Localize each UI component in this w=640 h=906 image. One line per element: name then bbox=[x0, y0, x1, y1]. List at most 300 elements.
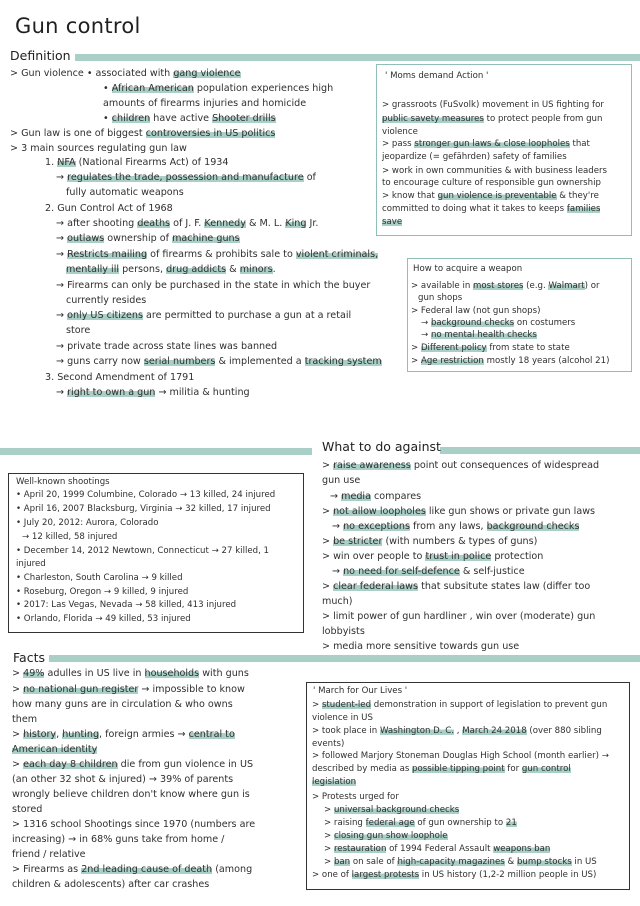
text: 3. Second Amendment of 1791 bbox=[45, 372, 195, 383]
text: > win over people to bbox=[322, 551, 426, 562]
text: (an other 32 shot & injured) → 39% of parents bbox=[12, 774, 234, 785]
definition-line bbox=[56, 172, 316, 183]
highlighted-text: families bbox=[566, 204, 601, 214]
text: > bbox=[12, 729, 24, 740]
text: on sale of bbox=[350, 857, 398, 867]
todo-line bbox=[330, 491, 421, 502]
march-line bbox=[312, 713, 373, 723]
text: & they're bbox=[556, 191, 599, 201]
highlighted-text: background checks bbox=[430, 318, 515, 328]
text: of J. F. bbox=[170, 218, 205, 229]
march-line bbox=[324, 844, 550, 854]
text: → bbox=[421, 330, 431, 340]
text: (with numbers & types of guns) bbox=[382, 536, 538, 547]
text: ) or bbox=[584, 281, 600, 291]
march-box-title: ' March for Our Lives ' bbox=[313, 686, 408, 696]
highlighted-text: gang violence bbox=[173, 68, 241, 79]
march-line bbox=[324, 805, 459, 815]
definition-line bbox=[10, 143, 187, 154]
highlighted-text: 21 bbox=[505, 818, 517, 828]
highlighted-text: be stricter bbox=[333, 536, 383, 547]
text: increasing) → in 68% guns take from home / bbox=[12, 834, 225, 845]
text: → bbox=[332, 566, 344, 577]
moms-line bbox=[382, 127, 418, 137]
march-line bbox=[312, 751, 609, 761]
todo-heading: What to do against bbox=[322, 439, 441, 454]
definition-line bbox=[56, 387, 250, 398]
highlighted-text: Walmart bbox=[548, 281, 585, 291]
text: > Federal law (not gun shops) bbox=[411, 306, 541, 316]
text: > bbox=[12, 684, 24, 695]
todo-line bbox=[322, 551, 543, 562]
text: for bbox=[504, 764, 522, 774]
definition-line bbox=[56, 341, 277, 352]
march-line bbox=[312, 700, 607, 710]
definition-line bbox=[56, 356, 382, 367]
text: > 3 main sources regulating gun law bbox=[10, 143, 187, 154]
definition-line bbox=[56, 233, 240, 244]
highlighted-text: universal background checks bbox=[333, 805, 460, 815]
highlighted-text: public savety measures bbox=[382, 114, 484, 124]
highlighted-text: King bbox=[285, 218, 307, 229]
highlighted-text: violent criminals, bbox=[295, 249, 379, 260]
text: • Roseburg, Oregon → 9 killed, 9 injured bbox=[16, 587, 189, 597]
highlighted-text: restauration bbox=[333, 844, 387, 854]
march-line bbox=[312, 726, 602, 736]
text: • Orlando, Florida → 49 killed, 53 injured bbox=[16, 614, 191, 624]
highlighted-text: not allow loopholes bbox=[333, 506, 426, 517]
text: in US bbox=[571, 857, 597, 867]
text: > 1316 school Shootings since 1970 (numbers are bbox=[12, 819, 256, 830]
facts-line bbox=[12, 789, 250, 800]
facts-line bbox=[12, 759, 253, 770]
text: injured bbox=[16, 559, 46, 569]
text: > Firearms as bbox=[12, 864, 82, 875]
moms-line bbox=[382, 217, 402, 227]
text: → bbox=[421, 318, 431, 328]
highlighted-text: save bbox=[382, 217, 403, 227]
highlighted-text: gun control bbox=[521, 764, 571, 774]
highlighted-text: only US citizens bbox=[67, 310, 143, 321]
highlighted-text: each day 8 children bbox=[23, 759, 118, 770]
text: > bbox=[324, 844, 334, 854]
text: store bbox=[66, 325, 91, 336]
text: , foreign armies → bbox=[99, 729, 189, 740]
highlighted-text: children bbox=[111, 113, 151, 124]
facts-line bbox=[12, 668, 249, 679]
text: • April 20, 1999 Columbine, Colorado → 13 killed, 24 injured bbox=[16, 490, 276, 500]
text: > followed Marjory Stoneman Douglas High School (month earlier) → bbox=[312, 751, 609, 761]
shooting-line bbox=[22, 532, 117, 542]
moms-line bbox=[382, 114, 602, 124]
text: (over 880 sibling bbox=[526, 726, 602, 736]
definition-line bbox=[56, 280, 370, 291]
text: , bbox=[454, 726, 463, 736]
text: from any laws, bbox=[409, 521, 487, 532]
acquire-box-title: How to acquire a weapon bbox=[413, 264, 523, 274]
shooting-line bbox=[16, 490, 275, 500]
text: that subsitute states law (differ too bbox=[418, 581, 591, 592]
text: currently resides bbox=[66, 295, 147, 306]
definition-line bbox=[45, 372, 194, 383]
highlighted-text: no national gun register bbox=[23, 684, 139, 695]
text: jeopardize (= gefährden) safety of families bbox=[382, 152, 567, 162]
text: point out consequences of widespread bbox=[410, 460, 600, 471]
highlighted-text: serial numbers bbox=[143, 356, 216, 367]
text: 1. bbox=[45, 157, 58, 168]
text: > raising bbox=[324, 818, 366, 828]
highlighted-text: Different policy bbox=[420, 343, 487, 353]
middle-bar-right bbox=[440, 447, 640, 454]
shooting-line bbox=[16, 559, 46, 569]
text: of firearms & prohibits sale to bbox=[147, 249, 296, 260]
highlighted-text: tracking system bbox=[304, 356, 382, 367]
text: > bbox=[322, 581, 334, 592]
text: • bbox=[103, 83, 112, 94]
text: > bbox=[12, 668, 24, 679]
moms-line bbox=[382, 204, 600, 214]
text: on costumers bbox=[514, 318, 576, 328]
text: (National Firearms Act) of 1934 bbox=[75, 157, 229, 168]
text: wrongly believe children don't know where gun is bbox=[12, 789, 250, 800]
highlighted-text: regulates the trade, possession and manufacture bbox=[67, 172, 304, 183]
text: > Gun law is one of biggest bbox=[10, 128, 146, 139]
text: ownership of bbox=[104, 233, 173, 244]
facts-line bbox=[12, 699, 233, 710]
acquire-line bbox=[421, 330, 537, 340]
facts-line bbox=[12, 879, 209, 890]
moms-line bbox=[382, 100, 604, 110]
text: > available in bbox=[411, 281, 474, 291]
highlighted-text: federal age bbox=[365, 818, 415, 828]
shooting-line bbox=[16, 546, 269, 556]
highlighted-text: 2nd leading cause of death bbox=[81, 864, 213, 875]
text: (e.g. bbox=[523, 281, 549, 291]
highlighted-text: American identity bbox=[12, 744, 98, 755]
text: > grassroots (FuSvolk) movement in US fighting for bbox=[382, 100, 604, 110]
highlighted-text: Washington D. C. bbox=[379, 726, 454, 736]
march-line bbox=[324, 818, 517, 828]
text: & M. L. bbox=[245, 218, 286, 229]
facts-line bbox=[12, 819, 255, 830]
highlighted-text: closing gun show loophole bbox=[333, 831, 448, 841]
text: > Gun violence • associated with bbox=[10, 68, 174, 79]
shooting-line bbox=[16, 504, 271, 514]
todo-line bbox=[322, 626, 365, 637]
definition-line bbox=[56, 218, 318, 229]
text: > bbox=[324, 805, 334, 815]
text: > bbox=[312, 700, 322, 710]
text: → bbox=[332, 521, 344, 532]
text: gun use bbox=[322, 475, 361, 486]
text: persons, bbox=[119, 264, 167, 275]
text: mostly 18 years (alcohol 21) bbox=[483, 356, 610, 366]
todo-line bbox=[322, 475, 360, 486]
text: amounts of firearms injuries and homicide bbox=[103, 98, 307, 109]
highlighted-text: background checks bbox=[486, 521, 580, 532]
highlighted-text: trust in police bbox=[425, 551, 492, 562]
text: • 2017: Las Vegas, Nevada → 58 killed, 413 injured bbox=[16, 600, 237, 610]
highlighted-text: Age restriction bbox=[420, 356, 484, 366]
march-line bbox=[312, 870, 596, 880]
highlighted-text: weapons ban bbox=[493, 844, 551, 854]
text: adulles in US live in bbox=[44, 668, 145, 679]
text: . bbox=[272, 264, 276, 275]
definition-line bbox=[45, 203, 173, 214]
facts-line bbox=[12, 744, 97, 755]
acquire-line bbox=[411, 356, 609, 366]
highlighted-text: no exceptions bbox=[343, 521, 410, 532]
definition-line bbox=[10, 68, 241, 79]
todo-line bbox=[322, 506, 595, 517]
todo-line bbox=[332, 521, 579, 532]
highlighted-text: history bbox=[23, 729, 57, 740]
moms-line bbox=[382, 152, 567, 162]
text: friend / relative bbox=[12, 849, 86, 860]
text: have active bbox=[150, 113, 213, 124]
text: to encourage culture of responsible gun ownership bbox=[382, 178, 601, 188]
todo-line bbox=[322, 460, 599, 471]
text: & bbox=[226, 264, 240, 275]
text: • July 20, 2012: Aurora, Colorado bbox=[16, 518, 159, 528]
definition-heading: Definition bbox=[10, 48, 75, 63]
text: → after shooting bbox=[56, 218, 138, 229]
text: 2. Gun Control Act of 1968 bbox=[45, 203, 173, 214]
text: • Charleston, South Carolina → 9 killed bbox=[16, 573, 183, 583]
text: • bbox=[103, 113, 112, 124]
text: & bbox=[504, 857, 517, 867]
text: > media more sensitive towards gun use bbox=[322, 641, 520, 652]
highlighted-text: clear federal laws bbox=[333, 581, 419, 592]
definition-bar bbox=[60, 54, 640, 61]
text: → bbox=[56, 387, 68, 398]
highlighted-text: hunting bbox=[62, 729, 100, 740]
highlighted-text: mentally ill bbox=[66, 264, 120, 275]
moms-line bbox=[382, 166, 607, 176]
text: committed to doing what it takes to keeps bbox=[382, 204, 567, 214]
todo-line bbox=[322, 641, 519, 652]
todo-line bbox=[322, 611, 595, 622]
moms-line bbox=[382, 178, 601, 188]
highlighted-text: gun violence is preventable bbox=[437, 191, 557, 201]
text: protection bbox=[491, 551, 544, 562]
highlighted-text: Shooter drills bbox=[212, 113, 276, 124]
text: how many guns are in circulation & who owns bbox=[12, 699, 233, 710]
text: > limit power of gun hardliner , win over (moderate) gun bbox=[322, 611, 596, 622]
highlighted-text: NFA bbox=[57, 157, 76, 168]
definition-line bbox=[66, 187, 184, 198]
shooting-line bbox=[16, 614, 191, 624]
text: > work in own communities & with business leaders bbox=[382, 166, 608, 176]
moms-line bbox=[382, 191, 599, 201]
definition-line bbox=[66, 264, 276, 275]
text: children & adolescents) after car crashes bbox=[12, 879, 210, 890]
facts-line bbox=[12, 849, 86, 860]
text: to protect people from gun bbox=[483, 114, 603, 124]
march-line bbox=[324, 857, 597, 867]
shooting-line bbox=[16, 518, 159, 528]
text: > know that bbox=[382, 191, 438, 201]
highlighted-text: households bbox=[144, 668, 200, 679]
text: > bbox=[324, 831, 334, 841]
todo-line bbox=[322, 596, 353, 607]
text: > one of bbox=[312, 870, 352, 880]
text: • December 14, 2012 Newtown, Connecticut → 27 killed, 1 bbox=[16, 546, 270, 556]
facts-line bbox=[12, 729, 235, 740]
text: die from gun violence in US bbox=[117, 759, 254, 770]
highlighted-text: drug addicts bbox=[166, 264, 227, 275]
text: > Protests urged for bbox=[312, 792, 399, 802]
highlighted-text: deaths bbox=[137, 218, 171, 229]
text: from state to state bbox=[486, 343, 570, 353]
text: much) bbox=[322, 596, 353, 607]
definition-line bbox=[103, 113, 276, 124]
march-line bbox=[312, 792, 399, 802]
text: violence in US bbox=[312, 713, 373, 723]
text: → guns carry now bbox=[56, 356, 144, 367]
text: compares bbox=[370, 491, 422, 502]
highlighted-text: stronger gun laws & close loopholes bbox=[414, 139, 570, 149]
facts-heading: Facts bbox=[13, 650, 49, 665]
highlighted-text: possible tipping point bbox=[412, 764, 505, 774]
march-line bbox=[312, 777, 356, 787]
text: of gun ownership to bbox=[414, 818, 506, 828]
text: & self-justice bbox=[459, 566, 525, 577]
definition-line bbox=[103, 83, 333, 94]
text: demonstration in support of legislation to prevent gun bbox=[371, 700, 608, 710]
text: of bbox=[303, 172, 316, 183]
acquire-line bbox=[421, 318, 575, 328]
text: violence bbox=[382, 127, 418, 137]
highlighted-text: Kennedy bbox=[204, 218, 246, 229]
text: → Firearms can only be purchased in the state in which the buyer bbox=[56, 280, 371, 291]
highlighted-text: high-capacity magazines bbox=[397, 857, 505, 867]
text: events) bbox=[312, 739, 345, 749]
shooting-line bbox=[16, 573, 183, 583]
highlighted-text: right to own a gun bbox=[67, 387, 156, 398]
text: > bbox=[322, 460, 334, 471]
text: > took place in bbox=[312, 726, 380, 736]
text: > bbox=[322, 506, 334, 517]
facts-bar bbox=[48, 655, 640, 662]
text: > pass bbox=[382, 139, 415, 149]
text: (among bbox=[212, 864, 253, 875]
todo-line bbox=[332, 566, 525, 577]
facts-line bbox=[12, 864, 252, 875]
text: , bbox=[56, 729, 63, 740]
highlighted-text: largest protests bbox=[351, 870, 420, 880]
highlighted-text: March 24 2018 bbox=[462, 726, 527, 736]
definition-line bbox=[45, 157, 229, 168]
definition-line bbox=[103, 98, 306, 109]
acquire-line bbox=[411, 306, 540, 316]
highlighted-text: ban bbox=[333, 857, 351, 867]
facts-line bbox=[12, 714, 37, 725]
highlighted-text: no mental health checks bbox=[430, 330, 537, 340]
text: > bbox=[322, 536, 334, 547]
acquire-line bbox=[418, 293, 462, 303]
shootings-box-title: Well-known shootings bbox=[16, 477, 110, 487]
text: are permitted to purchase a gun at a retail bbox=[142, 310, 352, 321]
definition-line bbox=[56, 310, 351, 321]
text: Jr. bbox=[306, 218, 319, 229]
moms-line bbox=[382, 139, 590, 149]
todo-line bbox=[322, 581, 590, 592]
text: → bbox=[56, 233, 68, 244]
text: > bbox=[12, 759, 24, 770]
text: that bbox=[569, 139, 590, 149]
facts-line bbox=[12, 834, 224, 845]
text: gun shops bbox=[418, 293, 463, 303]
facts-line bbox=[12, 804, 42, 815]
text: > bbox=[324, 857, 334, 867]
text: → 12 killed, 58 injured bbox=[22, 532, 118, 542]
definition-line bbox=[56, 249, 378, 260]
text: of 1994 Federal Assault bbox=[386, 844, 494, 854]
march-line bbox=[312, 764, 571, 774]
text: like gun shows or private gun laws bbox=[425, 506, 596, 517]
acquire-line bbox=[411, 343, 570, 353]
middle-bar-left bbox=[0, 448, 312, 455]
highlighted-text: legislation bbox=[312, 777, 357, 787]
definition-line bbox=[66, 325, 90, 336]
text: → bbox=[56, 172, 68, 183]
highlighted-text: African American bbox=[111, 83, 194, 94]
text: & implemented a bbox=[215, 356, 305, 367]
highlighted-text: bump stocks bbox=[516, 857, 572, 867]
highlighted-text: outlaws bbox=[67, 233, 105, 244]
text: → bbox=[56, 249, 68, 260]
highlighted-text: most stores bbox=[473, 281, 524, 291]
facts-line bbox=[12, 684, 245, 695]
definition-line bbox=[66, 295, 146, 306]
text: > bbox=[411, 356, 421, 366]
acquire-line bbox=[411, 281, 600, 291]
todo-line bbox=[322, 536, 537, 547]
text: fully automatic weapons bbox=[66, 187, 184, 198]
highlighted-text: student-led bbox=[321, 700, 372, 710]
highlighted-text: central to bbox=[188, 729, 235, 740]
text: with guns bbox=[199, 668, 249, 679]
highlighted-text: no need for self-defence bbox=[343, 566, 460, 577]
highlighted-text: raise awareness bbox=[333, 460, 411, 471]
march-line bbox=[312, 739, 344, 749]
text: them bbox=[12, 714, 38, 725]
highlighted-text: Restricts mailing bbox=[67, 249, 148, 260]
shooting-line bbox=[16, 587, 188, 597]
text: → bbox=[330, 491, 342, 502]
text: → impossible to know bbox=[138, 684, 245, 695]
text: lobbyists bbox=[322, 626, 365, 637]
shooting-line bbox=[16, 600, 236, 610]
definition-line bbox=[10, 128, 275, 139]
text: → private trade across state lines was banned bbox=[56, 341, 278, 352]
text: • April 16, 2007 Blacksburg, Virginia → 32 killed, 17 injured bbox=[16, 504, 271, 514]
text: > bbox=[411, 343, 421, 353]
page-title: Gun control bbox=[15, 14, 141, 38]
highlighted-text: machine guns bbox=[172, 233, 240, 244]
march-line bbox=[324, 831, 448, 841]
highlighted-text: controversies in US politics bbox=[145, 128, 276, 139]
text: described by media as bbox=[312, 764, 413, 774]
text: → bbox=[56, 310, 68, 321]
moms-box-title: ' Moms demand Action ' bbox=[385, 71, 489, 81]
text: → militia & hunting bbox=[155, 387, 250, 398]
text: population experiences high bbox=[193, 83, 334, 94]
facts-line bbox=[12, 774, 233, 785]
highlighted-text: media bbox=[341, 491, 371, 502]
highlighted-text: minors bbox=[239, 264, 273, 275]
